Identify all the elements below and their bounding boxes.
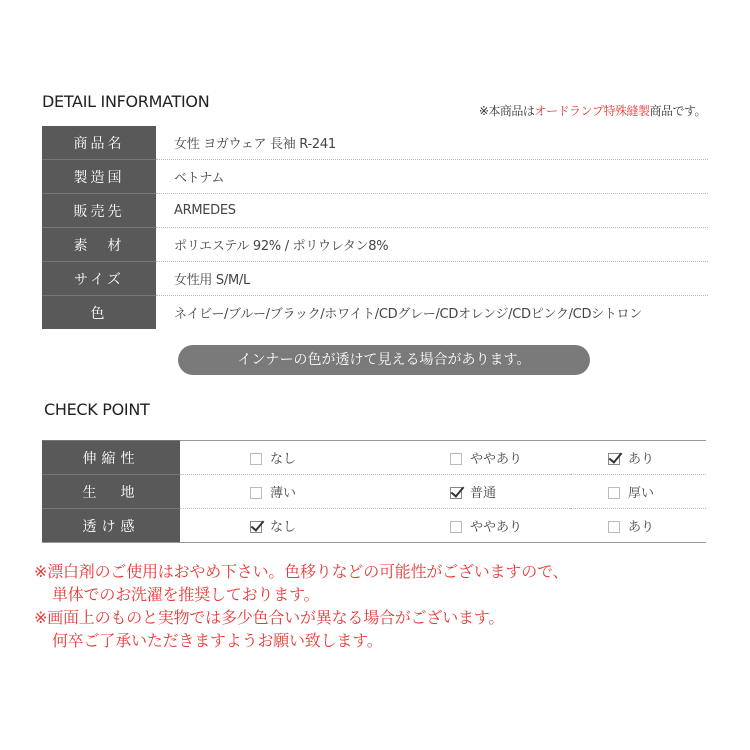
checkbox-icon (608, 487, 620, 499)
check-option (390, 441, 570, 475)
warning-line: ※画面上のものと実物では多少色合いが異なる場合がございます。 (34, 608, 505, 627)
detail-row (42, 262, 708, 296)
detail-row (42, 194, 708, 228)
check-option (570, 509, 706, 543)
detail-information-title: DETAIL INFORMATION (42, 92, 210, 111)
see-through-notice: インナーの色が透けて見える場合があります。 (178, 345, 590, 375)
note-prefix: ※本商品は (478, 104, 535, 118)
detail-value: 女性 ヨガウェア 長袖 R-241 (156, 126, 708, 160)
detail-row (42, 160, 708, 194)
care-warnings (34, 560, 568, 652)
detail-row (42, 296, 708, 330)
option-label: なし (270, 452, 297, 467)
detail-row (42, 228, 708, 262)
check-option (180, 475, 390, 509)
detail-label: 製造国 (42, 160, 156, 194)
detail-row (42, 126, 708, 160)
option-label: ややあり (470, 520, 523, 535)
note-highlight: オードランプ特殊縫製 (534, 104, 650, 118)
check-row (42, 441, 706, 475)
check-option (390, 509, 570, 543)
detail-label: 販売先 (42, 194, 156, 228)
detail-label: 色 (42, 296, 156, 330)
checkmark-icon (250, 521, 262, 533)
detail-value: ネイビー/ブルー/ブラック/ホワイト/CDグレー/CDオレンジ/CDピンク/CDシトロン (174, 307, 642, 322)
check-option (180, 509, 390, 543)
check-row (42, 475, 706, 509)
option-label: あり (628, 452, 655, 467)
check-option (570, 475, 706, 509)
check-option (180, 441, 390, 475)
special-sewing-note (479, 102, 706, 119)
checkbox-icon (450, 453, 462, 465)
check-row (42, 509, 706, 543)
option-label: 厚い (628, 486, 655, 501)
checkmark-icon (608, 453, 620, 465)
check-table (42, 440, 706, 543)
option-label: なし (270, 520, 297, 535)
checkmark-icon (450, 487, 462, 499)
checkbox-icon (250, 453, 262, 465)
warning-line: ※漂白剤のご使用はおやめ下さい。色移りなどの可能性がございますので、 (34, 562, 569, 581)
option-label: ややあり (470, 452, 523, 467)
check-option (390, 475, 570, 509)
warning-line: 単体でのお洗濯を推奨しております。 (52, 585, 320, 604)
checkbox-icon (450, 521, 462, 533)
detail-value: ARMEDES (156, 194, 708, 228)
detail-label: 素 材 (42, 228, 156, 262)
option-label: 普通 (470, 486, 497, 501)
check-label: 透け感 (42, 509, 180, 543)
checkbox-icon (250, 487, 262, 499)
detail-value: 女性用 S/M/L (156, 262, 708, 296)
check-label: 生 地 (42, 475, 180, 509)
detail-label: 商品名 (42, 126, 156, 160)
check-point-title: CHECK POINT (44, 400, 150, 419)
checkbox-icon (608, 521, 620, 533)
detail-label: サイズ (42, 262, 156, 296)
detail-table (42, 126, 708, 329)
check-label: 伸縮性 (42, 441, 180, 475)
detail-value: ベトナム (156, 160, 708, 194)
detail-value: ポリエステル 92% / ポリウレタン8% (156, 228, 708, 262)
option-label: 薄い (270, 486, 297, 501)
option-label: あり (628, 520, 655, 535)
note-suffix: 商品です。 (649, 104, 706, 118)
check-option (570, 441, 706, 475)
warning-line: 何卒ご了承いただきますようお願い致します。 (52, 631, 383, 650)
